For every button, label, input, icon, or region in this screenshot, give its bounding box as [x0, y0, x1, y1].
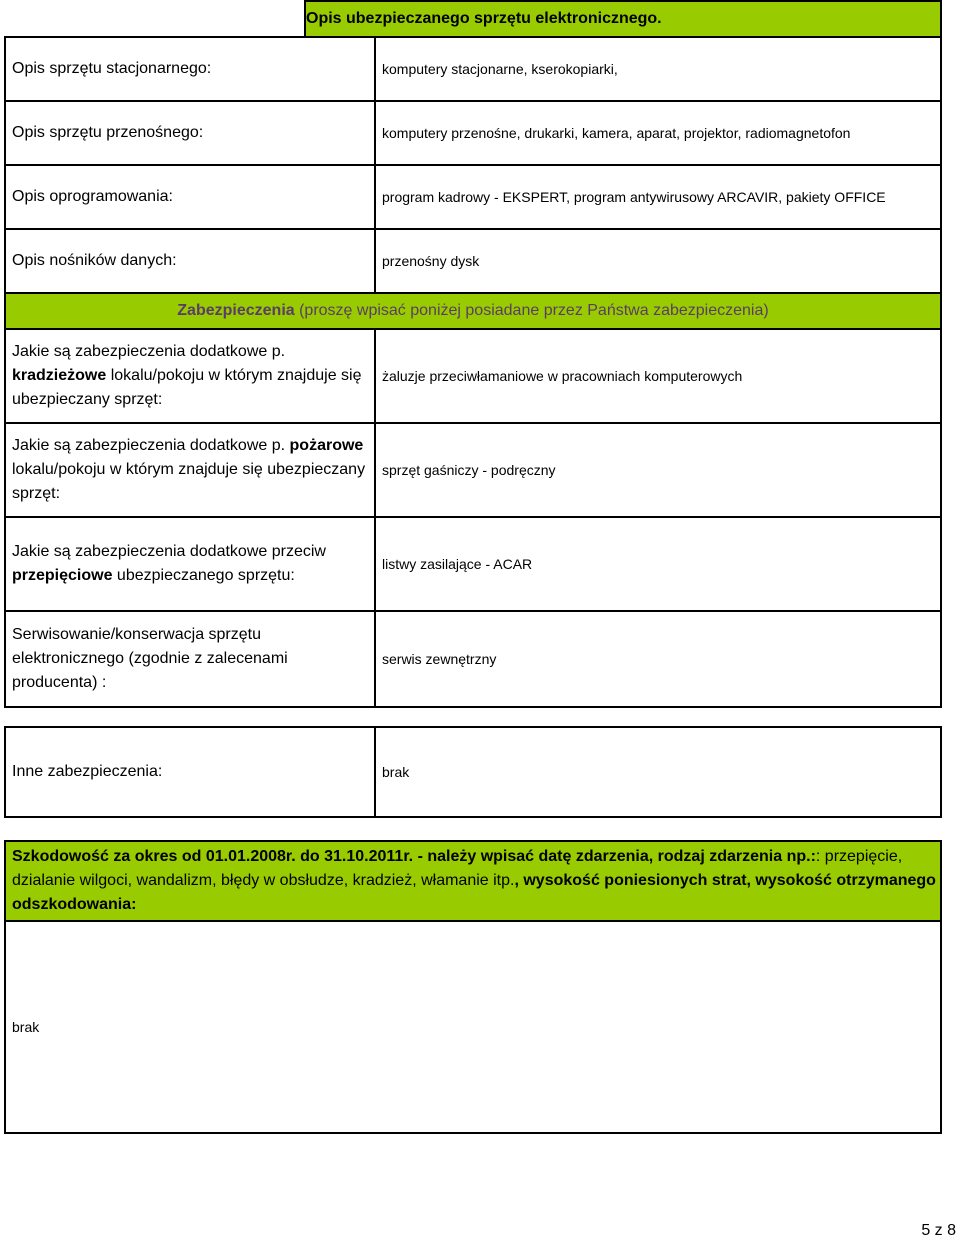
media-value-field[interactable]	[374, 228, 942, 294]
surge-label: Jakie są zabezpieczenia dodatkowe przeciw przepięciowe ubezpieczanego sprzętu:	[12, 543, 326, 584]
security-header	[177, 299, 768, 323]
page-number: 5 z 8	[921, 1222, 956, 1239]
portable-value: komputery przenośne, drukarki, kamera, aparat, projektor, radiomagnetofon	[382, 125, 851, 141]
portable-value-field[interactable]	[374, 100, 942, 166]
fire-value-field[interactable]	[374, 422, 942, 518]
theft-label: Jakie są zabezpieczenia dodatkowe p. kradzieżowe lokalu/pokoju w którym znajduje się ubezpieczany sprzęt:	[12, 343, 362, 408]
other-value-field[interactable]	[374, 726, 942, 818]
claims-value-field[interactable]	[4, 920, 942, 1134]
portable-label-cell	[4, 100, 376, 166]
other-value: brak	[382, 764, 410, 780]
form-title: Opis ubezpieczanego sprzętu elektronicznego.	[306, 10, 662, 27]
other-label-cell	[4, 726, 376, 818]
claims-header: Szkodowość za okres od 01.01.2008r. do 31.10.2011r. - należy wpisać datę zdarzenia, rodzaj zdarzenia np.:: przepięcie, dzialanie wilgoci, wandalizm, błędy w obsłudze, kradzież, włamanie itp., wysokość poniesionych strat, wysokość otrzymanego odszkodowania:	[12, 848, 936, 913]
theft-label-cell	[4, 328, 376, 424]
fire-value: sprzęt gaśniczy - podręczny	[382, 462, 556, 478]
security-header-bold: Zabezpieczenia	[177, 302, 295, 319]
other-label: Inne zabezpieczenia:	[12, 763, 163, 780]
software-value-field[interactable]	[374, 164, 942, 230]
theft-value: żaluzje przeciwłamaniowe w pracowniach komputerowych	[382, 368, 743, 384]
software-value: program kadrowy - EKSPERT, program antywirusowy ARCAVIR, pakiety OFFICE	[382, 189, 886, 205]
portable-label: Opis sprzętu przenośnego:	[12, 124, 204, 141]
service-label-cell	[4, 610, 376, 708]
media-label-cell	[4, 228, 376, 294]
service-label: Serwisowanie/konserwacja sprzętu elektronicznego (zgodnie z zalecenami producenta) :	[12, 626, 288, 691]
fire-label-cell	[4, 422, 376, 518]
stationary-value: komputery stacjonarne, kserokopiarki,	[382, 61, 618, 77]
surge-value: listwy zasilające - ACAR	[382, 556, 533, 572]
stationary-label-cell	[4, 36, 376, 102]
theft-value-field[interactable]	[374, 328, 942, 424]
surge-label-cell	[4, 516, 376, 612]
media-label: Opis nośników danych:	[12, 252, 177, 269]
stationary-value-field[interactable]	[374, 36, 942, 102]
stationary-label: Opis sprzętu stacjonarnego:	[12, 60, 212, 77]
claims-header-bar	[4, 840, 942, 922]
software-label-cell	[4, 164, 376, 230]
surge-value-field[interactable]	[374, 516, 942, 612]
claims-value: brak	[12, 1019, 40, 1035]
service-value-field[interactable]	[374, 610, 942, 708]
form-title-bar	[304, 0, 942, 38]
security-header-bar	[4, 292, 942, 330]
security-header-rest: (proszę wpisać poniżej posiadane przez Państwa zabezpieczenia)	[294, 302, 769, 319]
service-value: serwis zewnętrzny	[382, 651, 497, 667]
media-value: przenośny dysk	[382, 253, 480, 269]
software-label: Opis oprogramowania:	[12, 188, 173, 205]
fire-label: Jakie są zabezpieczenia dodatkowe p. pożarowe lokalu/pokoju w którym znajduje się ubezpieczany sprzęt:	[12, 437, 366, 502]
